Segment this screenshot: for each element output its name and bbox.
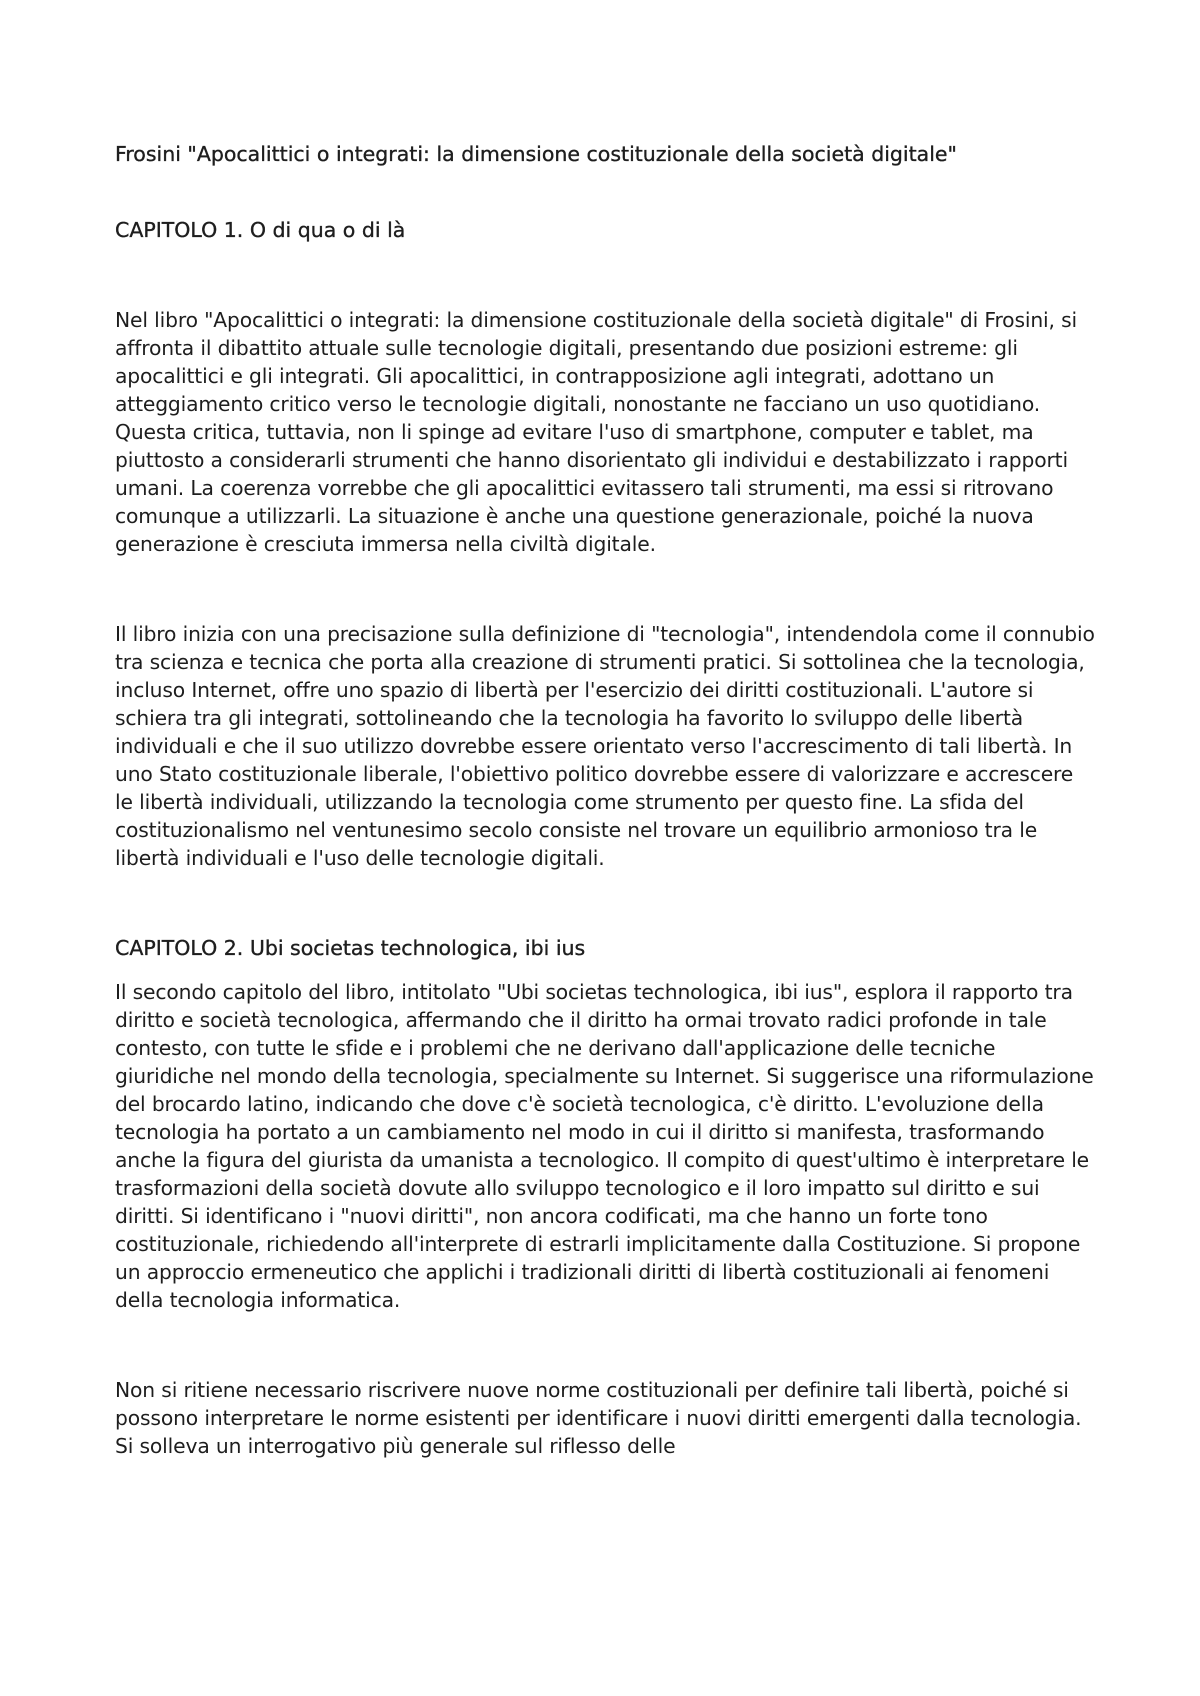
chapter-1-paragraph-1: Nel libro "Apocalittici o integrati: la dimensione costituzionale della società digitale" di Frosini, si affronta il dibattito attuale sulle tecnologie digitali, presentando due posizioni estreme: gli apocalittici e gli integrati. Gli apocalittici, in contrapposizione agli integrati, adottano un atteggiamento critico verso le tecnologie digitali, nonostante ne facciano un uso quotidiano. Questa critica, tuttavia, non li spinge ad evitare l'uso di smartphone, computer e tablet, ma piuttosto a considerarli strumenti che hanno disorientato gli individui e destabilizzato i rapporti umani. La coerenza vorrebbe che gli apocalittici evitassero tali strumenti, ma essi si ritrovano comunque a utilizzarli. La situazione è anche una questione generazionale, poiché la nuova generazione è cresciuta immersa nella civiltà digitale. — [115, 308, 1078, 556]
chapter-1 — [115, 216, 1095, 872]
document-title: Frosini "Apocalittici o integrati: la dimensione costituzionale della società digitale" — [115, 142, 957, 166]
chapter-1-heading: CAPITOLO 1. O di qua o di là — [115, 218, 406, 242]
document-page — [115, 140, 1095, 1460]
chapter-2-paragraph-2: Non si ritiene necessario riscrivere nuove norme costituzionali per definire tali libertà, poiché si possono interpretare le norme esistenti per identificare i nuovi diritti emergenti dalla tecnologia. Si solleva un interrogativo più generale sul riflesso delle — [115, 1378, 1082, 1458]
chapter-2 — [115, 934, 1095, 1460]
chapter-2-paragraph-1: Il secondo capitolo del libro, intitolato "Ubi societas technologica, ibi ius", esplora il rapporto tra diritto e società tecnologica, affermando che il diritto ha ormai trovato radici profonde in tale contesto, con tutte le sfide e i problemi che ne derivano dall'applicazione delle tecniche giuridiche nel mondo della tecnologia, specialmente su Internet. Si suggerisce una riformulazione del brocardo latino, indicando che dove c'è società tecnologica, c'è diritto. L'evoluzione della tecnologia ha portato a un cambiamento nel modo in cui il diritto si manifesta, trasformando anche la figura del giurista da umanista a tecnologico. Il compito di quest'ultimo è interpretare le trasformazioni della società dovute allo sviluppo tecnologico e il loro impatto sul diritto e sui diritti. Si identificano i "nuovi diritti", non ancora codificati, ma che hanno un forte tono costituzionale, richiedendo all'interprete di estrarli implicitamente dalla Costituzione. Si propone un approccio ermeneutico che applichi i tradizionali diritti di libertà costituzionali ai fenomeni della tecnologia informatica. — [115, 980, 1094, 1312]
chapter-1-paragraph-2: Il libro inizia con una precisazione sulla definizione di "tecnologia", intendendola come il connubio tra scienza e tecnica che porta alla creazione di strumenti pratici. Si sottolinea che la tecnologia, incluso Internet, offre uno spazio di libertà per l'esercizio dei diritti costituzionali. L'autore si schiera tra gli integrati, sottolineando che la tecnologia ha favorito lo sviluppo delle libertà individuali e che il suo utilizzo dovrebbe essere orientato verso l'accrescimento di tali libertà. In uno Stato costituzionale liberale, l'obiettivo politico dovrebbe essere di valorizzare e accrescere le libertà individuali, utilizzando la tecnologia come strumento per questo fine. La sfida del costituzionalismo nel ventunesimo secolo consiste nel trovare un equilibrio armonioso tra le libertà individuali e l'uso delle tecnologie digitali. — [115, 622, 1095, 870]
chapter-2-heading: CAPITOLO 2. Ubi societas technologica, ibi ius — [115, 936, 586, 960]
